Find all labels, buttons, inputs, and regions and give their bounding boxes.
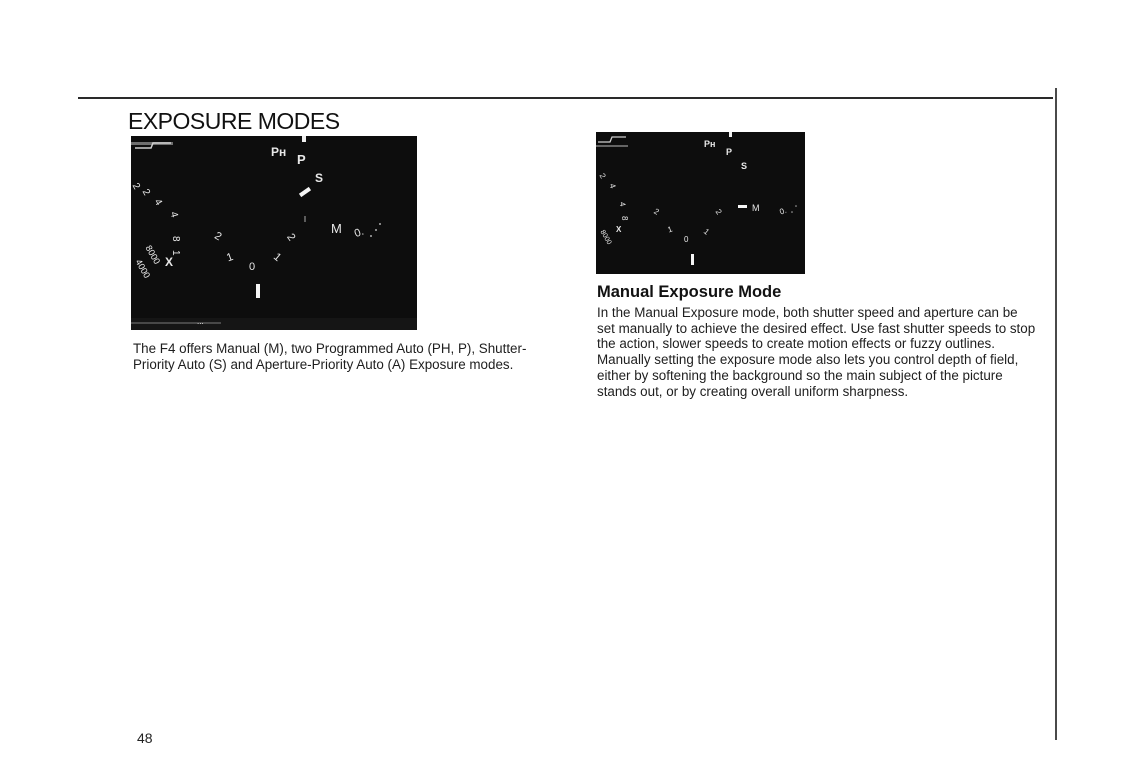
dial-label-p: P [297,152,306,167]
section-title: EXPOSURE MODES [128,108,340,134]
dial-label-m: M [331,221,342,236]
dial-label-ph: Pʜ [271,145,287,159]
svg-text:8: 8 [170,236,181,242]
svg-text:1: 1 [225,250,235,265]
svg-text:2: 2 [652,206,661,217]
svg-text:8000: 8000 [143,243,163,266]
dial-label-p-small: P [726,147,733,157]
svg-text:4000: 4000 [133,257,153,280]
dial-label-s: S [315,171,324,185]
dial-label-m-small: M [752,203,760,213]
svg-text:0.: 0. [352,225,366,241]
svg-text:2: 2 [212,229,224,244]
svg-text:...: ... [197,317,204,326]
svg-text:X: X [616,225,622,234]
svg-text:0.: 0. [778,205,788,217]
svg-text:1: 1 [170,250,181,256]
svg-text:8: 8 [620,216,629,221]
right-margin-rule [1055,88,1057,740]
exposure-dial-photo-large [131,136,417,330]
left-caption: The F4 offers Manual (M), two Programmed Auto (PH, P), Shutter-Priority Auto (S) and Aperture-Priority Auto (A) Exposure modes. [133,341,527,372]
exposure-dial-photo-small [596,132,805,274]
page-number: 48 [137,730,153,746]
svg-text:2: 2 [284,231,298,244]
svg-text:2: 2 [139,187,152,198]
svg-text:0: 0 [249,261,256,273]
svg-text:1: 1 [270,250,284,265]
manual-exposure-heading: Manual Exposure Mode [597,283,782,301]
svg-text:1: 1 [701,226,712,237]
svg-text:X: X [165,255,174,269]
svg-text:2: 2 [129,181,142,192]
svg-text:4: 4 [607,182,618,190]
dial-label-ph-small: Pʜ [704,139,716,149]
manual-exposure-body: In the Manual Exposure mode, both shutter speed and aperture can be set manually to achieve the desired effect. Use fast shutter speeds to stop the action, slower speeds to create motion effects or fuzzy outlines. Manually setting the exposure mode also lets you control depth of field, either by softening the background so the main subject of the picture stands out, or by creating overall uniform sharpness. [597,305,1036,399]
svg-text:4: 4 [167,210,180,219]
svg-text:0: 0 [684,235,689,244]
svg-text:4: 4 [617,201,628,208]
svg-text:4: 4 [151,197,164,208]
svg-text:8000: 8000 [598,229,613,247]
top-rule [78,97,1053,99]
dial-label-s-small: S [741,161,748,171]
svg-text:2: 2 [713,207,724,217]
svg-text:2: 2 [597,171,608,181]
svg-text:1: 1 [666,224,674,235]
